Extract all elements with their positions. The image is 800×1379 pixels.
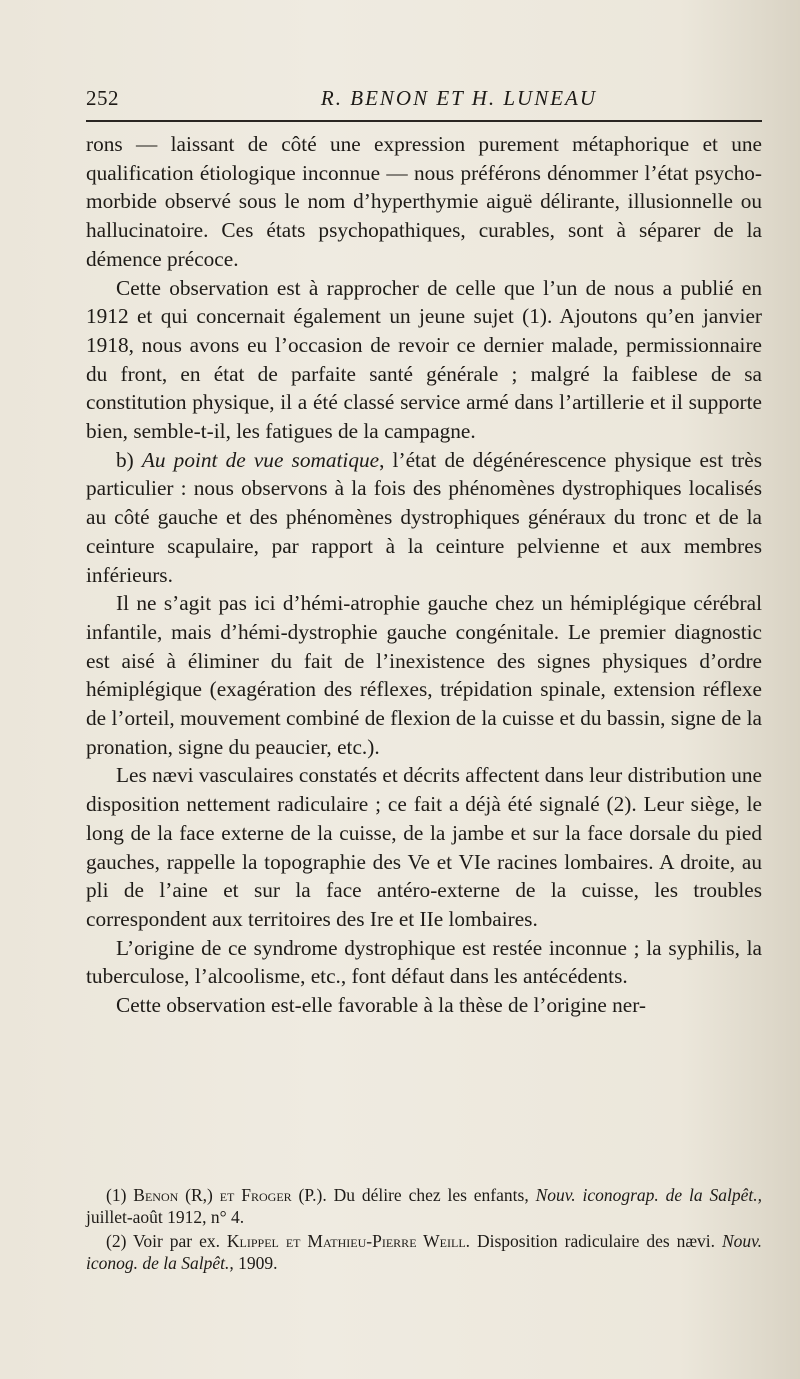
- footnote-2-date: 1909.: [233, 1253, 278, 1273]
- paragraph-3-italic: Au point de vue somatique: [141, 447, 380, 472]
- paragraph-3-label: b): [116, 447, 142, 472]
- footnote-2-number: (2): [106, 1231, 134, 1251]
- footnote-2-prefix: Voir par ex.: [133, 1231, 227, 1251]
- header-rule: [86, 120, 762, 122]
- footnote-1: [86, 1184, 762, 1228]
- paragraph-1: rons — laissant de côté une expression purement métaphorique et une qualification étiologique inconnue — nous préférons dénommer l’état psycho-morbide observé sous le nom d’hyperthymie aiguë délirante, illusionnelle ou hallucinatoire. Ces états psychopathiques, curables, sont à séparer de la démence précoce.: [86, 132, 762, 271]
- footnotes: [86, 1184, 762, 1276]
- footnote-1-date: juillet-août 1912, n° 4.: [86, 1207, 245, 1227]
- paragraph-5: Les nævi vasculaires constatés et décrits affectent dans leur distribution une disposition nettement radiculaire ; ce fait a déjà été signalé (2). Leur siège, le long de la face externe de la cuisse, de la jambe et sur la face dorsale du pied gauches, rappelle la topographie des Ve et VIe racines lombaires. A droite, au pli de l’aine et sur la face antéro-externe de la cuisse, les troubles correspondent aux territoires des Ire et IIe lombaires.: [86, 763, 762, 931]
- paragraph-3-text: , l’état de dégénérescence physique est très particulier : nous observons à la fois des phénomènes dystrophiques localisés au côté gauche et des phénomènes dystrophiques généraux du tronc et de la ceinture scapulaire, par rapport à la ceinture pelvienne et aux membres inférieurs.: [86, 447, 762, 587]
- paragraph-6: L’origine de ce syndrome dystrophique est restée inconnue ; la syphilis, la tuberculose, l’alcoolisme, etc., font défaut dans les antécédents.: [86, 935, 762, 989]
- body-text: [86, 130, 762, 1020]
- page-number: 252: [86, 86, 119, 110]
- paragraph-3: [86, 446, 762, 590]
- footnote-2: [86, 1230, 762, 1274]
- footnote-1-journal: Nouv. iconograp. de la Salpêt.,: [535, 1185, 763, 1205]
- footnote-1-number: (1): [106, 1185, 134, 1205]
- footnote-1-authors: Benon (R,) et Froger (P.).: [133, 1185, 327, 1205]
- page-header: [86, 86, 762, 116]
- paragraph-7: Cette observation est-elle favorable à la thèse de l’origine ner-: [116, 993, 646, 1018]
- footnote-2-journal: Nouv. iconog. de la Salpêt.,: [86, 1231, 762, 1273]
- footnote-1-text: Du délire chez les enfants,: [326, 1185, 536, 1205]
- paragraph-2: Cette observation est à rapprocher de celle que l’un de nous a publié en 1912 et qui concernait également un jeune sujet (1). Ajoutons qu’en janvier 1918, nous avons eu l’occasion de revoir ce dernier malade, permissionnaire du front, en état de parfaite santé générale ; malgré la faiblese de sa constitution physique, il a été classé service armé dans l’artillerie et il supporte bien, semble-t-il, les fatigues de la campagne.: [86, 275, 762, 444]
- footnote-2-text: Disposition radiculaire des nævi.: [470, 1231, 722, 1251]
- footnote-2-authors: Klippel et Mathieu-Pierre Weill.: [226, 1231, 471, 1251]
- paragraph-4: Il ne s’agit pas ici d’hémi-atrophie gauche chez un hémiplégique cérébral infantile, mais d’hémi-dystrophie gauche congénitale. Le premier diagnostic est aisé à éliminer du fait de l’inexistence des signes physiques d’ordre hémiplégique (exagération des réflexes, trépidation spinale, extension réflexe de l’orteil, mouvement combiné de flexion de la cuisse et du bassin, signe de la pronation, signe du peaucier, etc.).: [86, 591, 762, 759]
- running-head: R. BENON ET H. LUNEAU: [320, 86, 598, 110]
